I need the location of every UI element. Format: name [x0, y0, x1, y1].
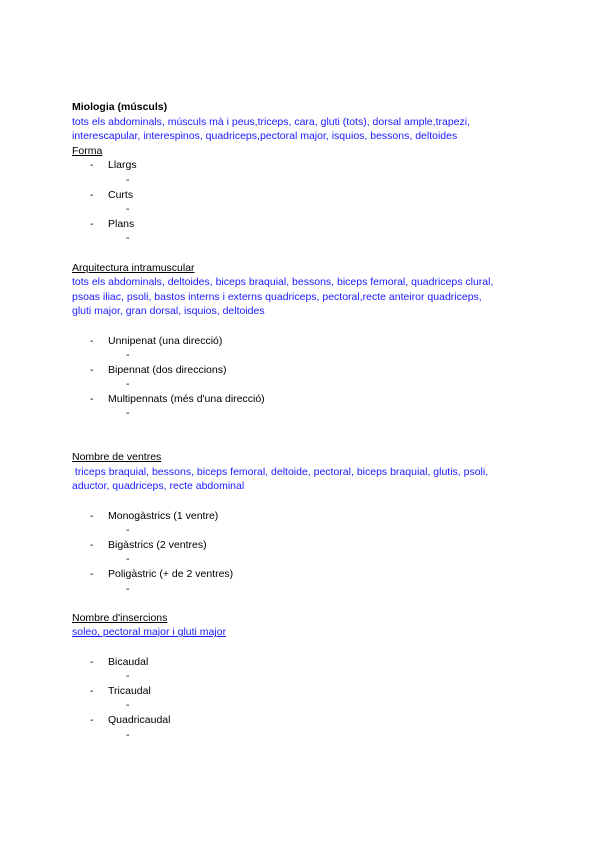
section-title-forma: Forma	[72, 144, 103, 157]
sub-dash: -	[126, 670, 130, 683]
list-item: - Monogàstrics (1 ventre)	[90, 509, 219, 522]
section-title-ventres: Nombre de ventres	[72, 451, 162, 464]
list-item: - Quadricaudal	[90, 713, 171, 726]
muscle-list-line: triceps braquial, bessons, biceps femoral, deltoide, pectoral, biceps braquial, glutis, psoli,	[72, 465, 489, 478]
list-item: - Unnipenat (una direcció)	[90, 334, 223, 347]
list-item: - Bipennat (dos direccions)	[90, 363, 227, 376]
sub-dash: -	[126, 349, 130, 362]
sub-dash: -	[126, 407, 130, 420]
list-item: - Curts	[90, 188, 134, 201]
list-item: - Bigàstrics (2 ventres)	[90, 538, 207, 551]
list-item: - Llargs	[90, 159, 137, 172]
sub-dash: -	[126, 378, 130, 391]
muscle-list-line: tots els abdominals, deltoides, biceps braquial, bessons, biceps femoral, quadriceps clural,	[72, 276, 494, 289]
sub-dash: -	[126, 524, 130, 537]
muscle-list-line: gluti major, gran dorsal, isquios, deltoides	[72, 305, 265, 318]
sub-dash: -	[126, 582, 130, 595]
list-item: - Poligàstric (+ de 2 ventres)	[90, 568, 234, 580]
list-item: - Multipennats (més d'una direcció)	[90, 392, 265, 405]
page-title: Miologia (músculs)	[72, 101, 168, 113]
sub-dash: -	[126, 173, 130, 186]
sub-dash: -	[126, 728, 130, 741]
intro-line: tots els abdominals, músculs mà i peus,triceps, cara, gluti (tots), dorsal ample,trapezi,	[72, 115, 470, 128]
sub-dash: -	[126, 203, 130, 216]
section-title-insercions: Nombre d'insercions	[72, 611, 168, 624]
muscle-list-line: aductor, quadriceps, recte abdominal	[72, 480, 245, 493]
list-item: - Plans	[90, 217, 135, 230]
sub-dash: -	[126, 699, 130, 712]
sub-dash: -	[126, 553, 130, 566]
sub-dash: -	[126, 232, 130, 245]
intro-line: interescapular, interespinos, quadriceps,pectoral major, isquios, bessons, deltoides	[72, 130, 458, 143]
document-page	[72, 100, 532, 742]
insercions-link[interactable]: soleo, pectoral major i gluti major	[72, 626, 227, 639]
list-item: - Bicaudal	[90, 655, 149, 668]
section-title-arquitectura: Arquitectura intramuscular	[72, 261, 195, 274]
muscle-list-line: psoas iliac, psoli, bastos interns i externs quadriceps, pectoral,recte anteiror quadriceps,	[72, 290, 482, 303]
list-item: - Tricaudal	[90, 684, 151, 697]
